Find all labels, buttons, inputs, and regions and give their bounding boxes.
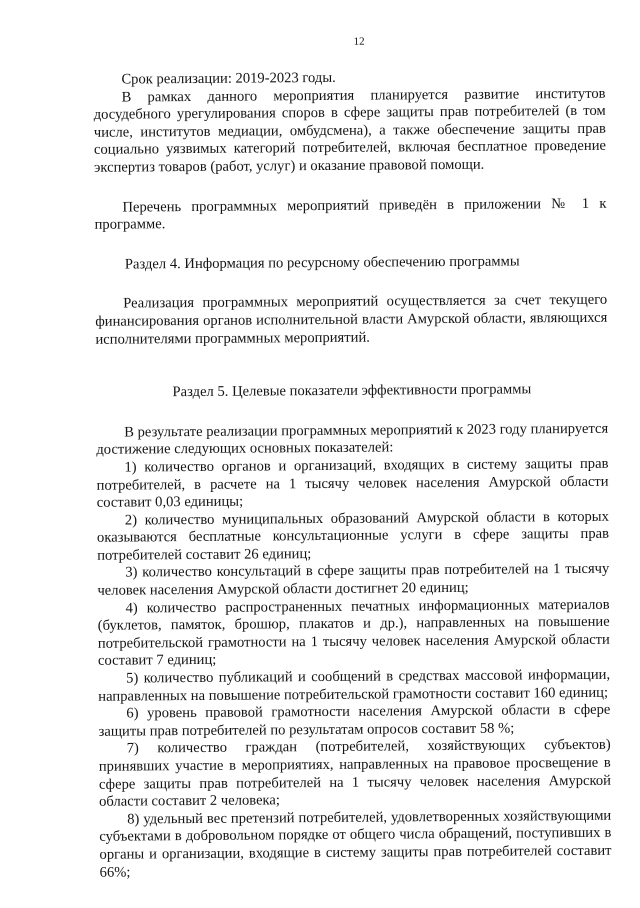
indicator-item: 8) удельный вес претензий потребителей, удовлетворенных хозяйствующими субъектами в добровольном порядке от общего числа обращений, поступивших в органы и организации, входящие в систему защиты прав потребителей составит 66%; — [99, 807, 612, 881]
indicator-item: 2) количество муниципальных образований Амурской области в которых оказываются бесплатные консультационные услуги в сфере защиты прав потребителей составит 26 единиц; — [96, 508, 610, 564]
section-5-lead: В результате реализации программных мероприятий к 2023 году планируется достижение следующих основных показателей: — [96, 420, 609, 459]
indicator-item: 6) уровень правовой грамотности населения Амурской области в сфере защиты прав потребителей по результатам опросов составит 58 %; — [98, 701, 611, 740]
implementation-period: Срок реализации: 2019-2023 годы. — [121, 69, 336, 88]
indicator-item: 4) количество распространенных печатных информационных материалов (буклетов, памяток, брошюр, плакатов и др.), направленных на повышение потребительской грамотности на 1 тысячу человек населения Амурской области составит 7 единиц; — [97, 596, 610, 670]
activities-list-reference: Перечень программных мероприятий приведён в приложении № 1 к программе. — [94, 195, 607, 233]
section-4-text: Реализация программных мероприятий осуществляется за счет текущего финансирования органов исполнительной власти Амурской области, являющихся исполнителями программных мероприятий. — [95, 292, 608, 348]
section-4-heading: Раздел 4. Информация по ресурсному обеспечению программы — [124, 253, 520, 273]
indicator-item: 7) количество граждан (потребителей, хозяйствующих субъектов) принявших участие в мероприятиях, направленных на правовое просвещение в сфере защиты прав потребителей на 1 тысячу человек населения Амурской области составит 2 человека; — [98, 737, 612, 810]
indicator-item: 5) количество публикаций и сообщений в средствах массовой информации, направленных на повышение потребительской грамотности составит 160 единиц; — [98, 666, 611, 705]
indicator-item: 1) количество органов и организаций, входящих в систему защиты прав потребителей, в расчете на 1 тысячу человек населения Амурской области составит 0,03 единицы; — [96, 455, 609, 511]
development-paragraph: В рамках данного мероприятия планируется развитие институтов досудебного урегулирования споров в сфере защиты прав потребителей (в том числе, институтов медиации, омбудсмена), а также обеспечение защиты прав социально уязвимых категорий потребителей, включая бесплатное проведение экспертиз товаров (работ, услуг) и оказание правовой помощи. — [93, 85, 607, 176]
section-5-heading: Раздел 5. Целевые показатели эффективности программы — [172, 381, 532, 401]
indicator-item: 3) количество консультаций в сфере защиты прав потребителей на 1 тысячу человек населения Амурской области достигнет 20 единиц; — [97, 561, 610, 599]
page-number: 12 — [353, 35, 365, 48]
